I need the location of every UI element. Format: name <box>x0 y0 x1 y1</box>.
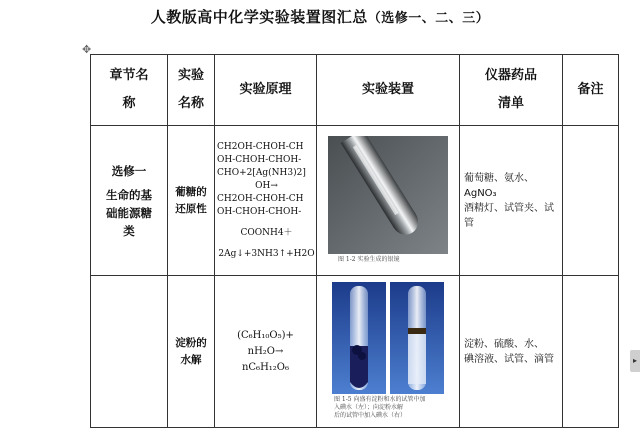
document-subtitle: （选修一、二、三） <box>367 11 490 26</box>
equipment-cell: 淀粉、硫酸、水、 碘溶液、试管、滴管 <box>460 276 563 428</box>
starch-hydrolysis-figure <box>332 282 444 422</box>
header-name: 实验 名称 <box>168 55 215 126</box>
table-header-row <box>91 55 619 126</box>
device-cell <box>317 126 460 276</box>
notes-cell <box>563 126 619 276</box>
table-row <box>91 276 619 428</box>
move-icon[interactable]: ✥ <box>82 43 92 56</box>
principle-cell: (C₆H₁₀O₅)+ nH₂O→ nC₆H₁₂O₆ <box>215 276 317 428</box>
experiment-table <box>90 54 619 428</box>
principle-cell: CH2OH-CHOH-CH OH-CHOH-CHOH- CHO+2[Ag(NH3)2] OH→ CH2OH-CHOH-CH OH-CHOH-CHOH- COONH4＋ 2Ag↓+3NH3↑+H2O <box>215 126 317 276</box>
chevron-right-icon[interactable]: ▸ <box>630 350 640 372</box>
header-notes: 备注 <box>563 55 619 126</box>
chapter-cell <box>91 276 168 428</box>
notes-cell <box>563 276 619 428</box>
equipment-cell: 葡萄糖、氨水、AgNO₃ 酒精灯、试管夹、试 管 <box>460 126 563 276</box>
experiment-name-cell: 淀粉的 水解 <box>168 276 215 428</box>
header-device: 实验装置 <box>317 55 460 126</box>
document-title: 人教版高中化学实验装置图汇总 <box>150 8 368 26</box>
device-cell <box>317 276 460 428</box>
figure-caption: 图 1-5 向盛有淀粉和水的试管中加 入碘水（左）；向淀粉水解 后的试管中加入碘水（右） <box>334 395 426 419</box>
starch-test-tubes-image <box>332 282 444 394</box>
silver-mirror-test-tube-image <box>328 136 448 254</box>
silver-mirror-figure <box>328 136 448 266</box>
page-title <box>0 6 640 27</box>
chapter-cell: 选修一 生命的基 础能源糖 类 <box>91 126 168 276</box>
header-chapter: 章节名 称 <box>91 55 168 126</box>
header-principle: 实验原理 <box>215 55 317 126</box>
figure-caption: 图 1-2 实验生成的银镜 <box>338 255 400 263</box>
table-row <box>91 126 619 276</box>
experiment-name-cell: 葡糖的 还原性 <box>168 126 215 276</box>
header-equipment: 仪器药品 清单 <box>460 55 563 126</box>
